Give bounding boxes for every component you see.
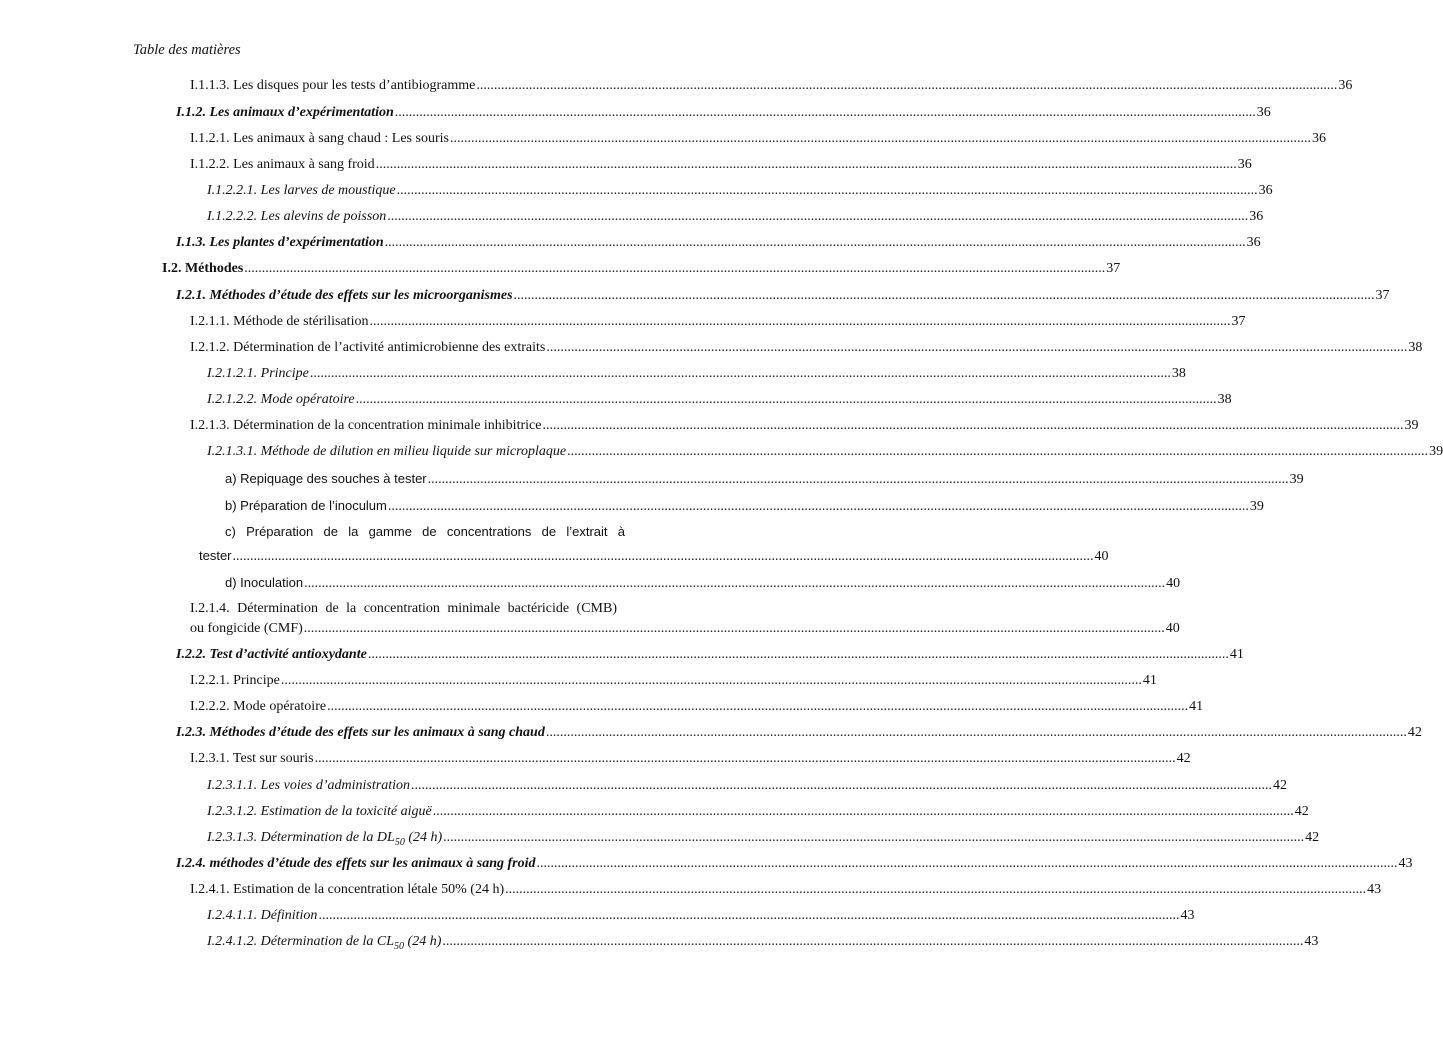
toc-entry-title: I.2.4.1. Estimation de la concentration létale 50% (24 h) xyxy=(190,882,505,897)
toc-entry[interactable] xyxy=(176,104,1271,122)
dot-leader: ...................................................................................................................................................................................................................................................... xyxy=(244,261,1106,276)
dot-leader: ...................................................................................................................................................................................................................................................... xyxy=(542,418,1404,433)
toc-page-number: 38 xyxy=(1217,392,1232,407)
toc-entry[interactable] xyxy=(225,574,1181,593)
toc-page-number: 37 xyxy=(1106,261,1121,276)
dot-leader: ...................................................................................................................................................................................................................................................... xyxy=(567,444,1429,459)
toc-page-number: 40 xyxy=(1165,621,1180,636)
toc-entry[interactable] xyxy=(225,497,1264,516)
dot-leader: ...................................................................................................................................................................................................................................................... xyxy=(280,673,1142,688)
toc-entry-title: I.2.2. Test d’activité antioxydante xyxy=(176,647,367,662)
toc-entry[interactable] xyxy=(207,777,1287,795)
toc-page-number: 42 xyxy=(1305,830,1320,845)
toc-entry-title-line2: ou fongicide (CMF) xyxy=(190,621,303,636)
toc-entry[interactable] xyxy=(190,698,1204,716)
toc-entry-title: I.2.1.3. Détermination de la concentration minimale inhibitrice xyxy=(190,418,542,433)
toc-page-number: 42 xyxy=(1273,778,1287,793)
toc-entry-title: I.1.3. Les plantes d’expérimentation xyxy=(176,235,384,250)
toc-page-number: 36 xyxy=(1249,209,1264,224)
toc-entry-title: I.2.2.2. Mode opératoire xyxy=(190,699,327,714)
toc-entry-title: I.2.4. méthodes d’étude des effets sur les animaux à sang froid xyxy=(176,856,536,871)
toc-entry[interactable] xyxy=(225,470,1304,489)
running-header: Table des matières xyxy=(133,42,241,58)
toc-entry-title: I.1.2.1. Les animaux à sang chaud : Les souris xyxy=(190,131,449,146)
dot-leader: ...................................................................................................................................................................................................................................................... xyxy=(309,366,1171,381)
toc-page-number: 42 xyxy=(1407,725,1422,740)
toc-entry-title: I.2.3.1.2. Estimation de la toxicité aiguë xyxy=(207,804,432,819)
toc-page-number: 38 xyxy=(1408,340,1423,355)
dot-leader: ...................................................................................................................................................................................................................................................... xyxy=(387,499,1249,514)
toc-entry-title: I.2.3.1.1. Les voies d’administration xyxy=(207,778,410,793)
toc-entry[interactable] xyxy=(207,182,1273,200)
toc-entry-title: I.2.1.2.1. Principe xyxy=(207,366,309,381)
toc-entry[interactable] xyxy=(162,260,1121,278)
toc-entry-title: I.2.3.1.3. Détermination de la $DL_{50}$ (24 h) xyxy=(207,830,443,848)
dot-leader: ...................................................................................................................................................................................................................................................... xyxy=(367,647,1229,662)
dot-leader: ...................................................................................................................................................................................................................................................... xyxy=(355,392,1217,407)
toc-page-number: 36 xyxy=(1258,183,1273,198)
toc-entry[interactable] xyxy=(190,339,1423,357)
toc-page-number: 38 xyxy=(1171,366,1186,381)
toc-entry-title: I.2.3.1. Test sur souris xyxy=(190,751,314,766)
toc-entry[interactable] xyxy=(190,77,1353,95)
dot-leader: ...................................................................................................................................................................................................................................................... xyxy=(314,751,1176,766)
dot-leader: ...................................................................................................................................................................................................................................................... xyxy=(536,856,1398,871)
toc-entry-title: I.2.4.1.2. Détermination de la $CL_{50}$ (24 h) xyxy=(207,934,442,952)
dot-leader: ...................................................................................................................................................................................................................................................... xyxy=(375,157,1237,172)
dot-leader: ...................................................................................................................................................................................................................................................... xyxy=(394,105,1256,120)
toc-entry[interactable] xyxy=(207,391,1232,409)
dot-leader: ...................................................................................................................................................................................................................................................... xyxy=(384,235,1246,250)
toc-entry-title: I.2. Méthodes xyxy=(162,261,244,276)
toc-entry-title-line1[interactable]: c) Préparation de la gamme de concentrations de l’extrait à xyxy=(225,524,625,539)
toc-page-number: 39 xyxy=(1289,472,1304,487)
toc-page-number: 37 xyxy=(1375,288,1390,303)
toc-page-number: 43 xyxy=(1180,908,1195,923)
toc-entry-title: a) Repiquage des souches à tester xyxy=(225,471,427,486)
toc-entry[interactable] xyxy=(176,646,1244,664)
toc-entry[interactable] xyxy=(207,829,1320,852)
toc-page-number: 43 xyxy=(1304,934,1319,949)
toc-entry-title: I.2.2.1. Principe xyxy=(190,673,280,688)
dot-leader: ...................................................................................................................................................................................................................................................... xyxy=(304,576,1166,591)
toc-entry-title: I.2.3. Méthodes d’étude des effets sur les animaux à sang chaud xyxy=(176,725,545,740)
dot-leader: ...................................................................................................................................................................................................................................................... xyxy=(303,621,1165,636)
toc-entry[interactable] xyxy=(207,803,1309,821)
toc-entry-title: I.2.1.2.2. Mode opératoire xyxy=(207,392,355,407)
toc-entry[interactable] xyxy=(190,417,1419,435)
toc-page-number: 37 xyxy=(1231,314,1246,329)
dot-leader: ...................................................................................................................................................................................................................................................... xyxy=(427,472,1289,487)
toc-entry[interactable] xyxy=(190,620,1180,638)
dot-leader: ...................................................................................................................................................................................................................................................... xyxy=(318,908,1180,923)
dot-leader: ...................................................................................................................................................................................................................................................... xyxy=(442,934,1304,949)
dot-leader: ...................................................................................................................................................................................................................................................... xyxy=(513,288,1375,303)
toc-entry[interactable] xyxy=(207,933,1319,956)
toc-entry[interactable] xyxy=(176,287,1390,305)
toc-page-number: 43 xyxy=(1398,856,1413,871)
toc-page-number: 41 xyxy=(1229,647,1244,662)
toc-entry[interactable] xyxy=(176,855,1413,873)
toc-page-number: 36 xyxy=(1237,157,1252,172)
subscript: 50 xyxy=(394,940,405,952)
toc-entry[interactable] xyxy=(190,313,1246,331)
toc-page-number: 40 xyxy=(1094,549,1109,564)
toc-entry-title: I.1.2.2.1. Les larves de moustique xyxy=(207,183,396,198)
toc-entry[interactable] xyxy=(207,208,1264,226)
dot-leader: ...................................................................................................................................................................................................................................................... xyxy=(449,131,1311,146)
toc-entry-title-line1[interactable]: I.2.1.4. Détermination de la concentration minimale bactéricide (CMB) xyxy=(190,601,617,616)
toc-page-number: 36 xyxy=(1256,105,1271,120)
toc-entry[interactable] xyxy=(207,443,1443,461)
dot-leader: ...................................................................................................................................................................................................................................................... xyxy=(546,340,1408,355)
toc-entry[interactable] xyxy=(176,724,1422,742)
toc-page-number: 39 xyxy=(1429,444,1443,459)
toc-page-number: 39 xyxy=(1249,499,1264,514)
toc-entry[interactable] xyxy=(199,547,1109,566)
dot-leader: ...................................................................................................................................................................................................................................................... xyxy=(476,78,1338,93)
toc-entry[interactable] xyxy=(207,365,1186,383)
toc-entry[interactable] xyxy=(190,156,1252,174)
toc-page-number: 43 xyxy=(1367,882,1382,897)
toc-entry-title: I.2.1.3.1. Méthode de dilution en milieu liquide sur microplaque xyxy=(207,444,567,459)
toc-entry-title: b) Préparation de l’inoculum xyxy=(225,498,387,513)
toc-page-number: 36 xyxy=(1246,235,1261,250)
dot-leader: ...................................................................................................................................................................................................................................................... xyxy=(411,778,1272,793)
toc-entry-title: I.1.2. Les animaux d’expérimentation xyxy=(176,105,394,120)
subscript: 50 xyxy=(394,836,405,848)
toc-page-number: 42 xyxy=(1176,751,1191,766)
toc-entry-title: I.2.1.1. Méthode de stérilisation xyxy=(190,314,369,329)
toc-page-number: 36 xyxy=(1311,131,1326,146)
dot-leader: ...................................................................................................................................................................................................................................................... xyxy=(369,314,1231,329)
toc-entry-title: I.2.4.1.1. Définition xyxy=(207,908,318,923)
dot-leader: ...................................................................................................................................................................................................................................................... xyxy=(327,699,1189,714)
toc-entry[interactable] xyxy=(190,881,1382,899)
dot-leader: ...................................................................................................................................................................................................................................................... xyxy=(545,725,1407,740)
toc-entry-title-line2: tester xyxy=(199,548,232,563)
toc-entry-title: I.2.1. Méthodes d’étude des effets sur les microorganismes xyxy=(176,288,513,303)
toc-entry-title: I.1.2.2. Les animaux à sang froid xyxy=(190,157,375,172)
dot-leader: ...................................................................................................................................................................................................................................................... xyxy=(505,882,1367,897)
dot-leader: ...................................................................................................................................................................................................................................................... xyxy=(387,209,1249,224)
dot-leader: ...................................................................................................................................................................................................................................................... xyxy=(443,830,1305,845)
toc-page-number: 41 xyxy=(1142,673,1157,688)
toc-entry[interactable] xyxy=(190,130,1326,148)
toc-entry-title: d) Inoculation xyxy=(225,575,304,590)
dot-leader: ...................................................................................................................................................................................................................................................... xyxy=(232,549,1094,564)
toc-page-number: 40 xyxy=(1166,576,1181,591)
dot-leader: ...................................................................................................................................................................................................................................................... xyxy=(396,183,1258,198)
toc-entry-title: I.1.1.3. Les disques pour les tests d’antibiogramme xyxy=(190,78,476,93)
toc-entry[interactable] xyxy=(190,750,1191,768)
toc-entry[interactable] xyxy=(176,234,1261,252)
toc-page-number: 41 xyxy=(1189,699,1204,714)
toc-page-number: 42 xyxy=(1294,804,1309,819)
toc-entry-title: I.1.2.2.2. Les alevins de poisson xyxy=(207,209,387,224)
dot-leader: ...................................................................................................................................................................................................................................................... xyxy=(432,804,1294,819)
toc-entry[interactable] xyxy=(207,907,1195,925)
toc-page-number: 36 xyxy=(1338,78,1353,93)
toc-page-number: 39 xyxy=(1404,418,1419,433)
toc-entry-title: I.2.1.2. Détermination de l’activité antimicrobienne des extraits xyxy=(190,340,546,355)
toc-entry[interactable] xyxy=(190,672,1157,690)
